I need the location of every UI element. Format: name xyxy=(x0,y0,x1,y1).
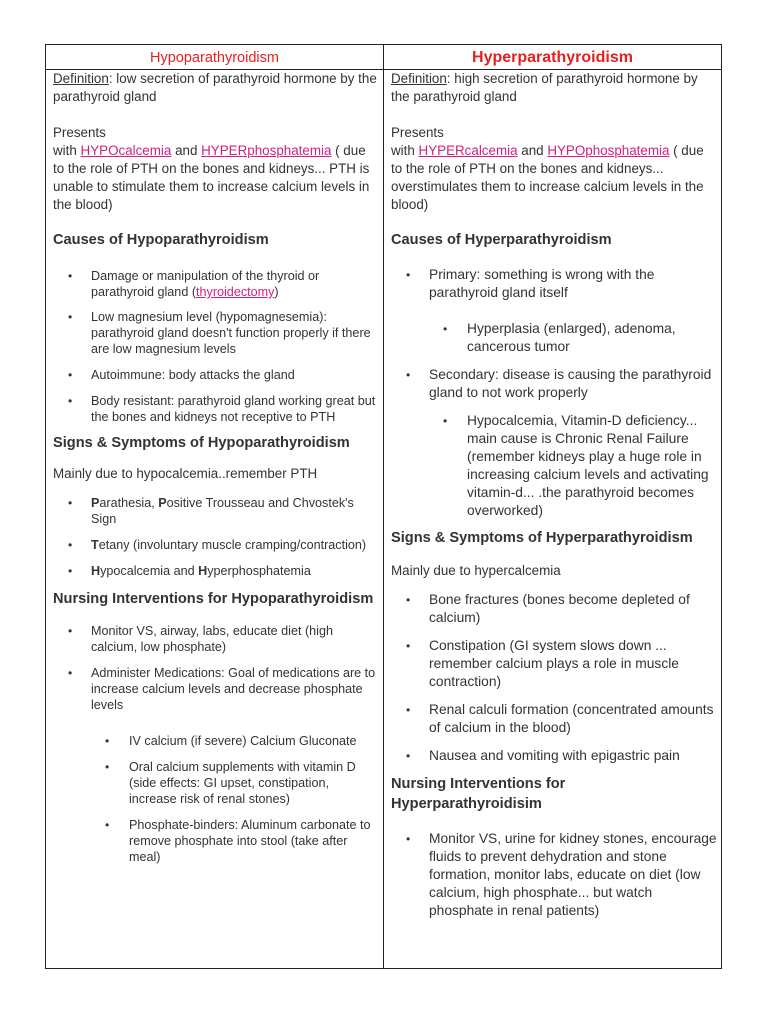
list-item: • Tetany (involuntary muscle cramping/contraction) xyxy=(53,537,379,553)
hyper-signs-intro: Mainly due to hypercalcemia xyxy=(391,563,561,578)
hyperphosphatemia-link[interactable]: HYPERphosphatemia xyxy=(201,143,332,158)
hypo-presents: with HYPOcalcemia and HYPERphosphatemia ( due to the role of PTH on the bones and kidneys... PTH is unable to stimulate them to increase calcium levels in the blood) xyxy=(53,143,370,212)
column-divider xyxy=(383,45,384,968)
list-item: • Administer Medications: Goal of medications are to increase calcium levels and decrease phosphate levels xyxy=(53,665,379,713)
list-item: • Phosphate-binders: Aluminum carbonate to remove phosphate into stool (take after meal) xyxy=(53,817,379,865)
hyper-secondary-list xyxy=(391,366,717,402)
hypo-medications-list xyxy=(53,733,379,865)
thyroidectomy-link[interactable]: thyroidectomy xyxy=(196,285,275,299)
hypo-nursing-list xyxy=(53,623,379,713)
hypo-presents-label: Presents xyxy=(53,125,106,140)
hyper-nursing-heading: Nursing Interventions for Hyperparathyroidisim xyxy=(391,776,566,812)
hyper-column xyxy=(391,69,717,920)
list-item: • Renal calculi formation (concentrated amounts of calcium in the blood) xyxy=(391,701,717,737)
hypo-signs-heading: Signs & Symptoms of Hypoparathyroidism xyxy=(53,435,350,451)
hypo-column-title: Hypoparathyroidism xyxy=(150,50,279,66)
hyper-nursing-list xyxy=(391,830,717,920)
list-item: • Parathesia, Positive Trousseau and Chvostek's Sign xyxy=(53,495,379,527)
hyper-causes-heading: Causes of Hyperparathyroidism xyxy=(391,232,612,248)
hyper-signs-list xyxy=(391,591,717,765)
list-item: • Hypocalcemia and Hyperphosphatemia xyxy=(53,563,379,579)
hypercalcemia-link[interactable]: HYPERcalcemia xyxy=(418,143,518,158)
hypo-definition: Definition: low secretion of parathyroid hormone by the parathyroid gland xyxy=(53,71,377,104)
hyper-definition: Definition: high secretion of parathyroid hormone by the parathyroid gland xyxy=(391,71,698,104)
hypo-signs-intro: Mainly due to hypocalcemia..remember PTH xyxy=(53,466,318,481)
hypo-signs-list xyxy=(53,495,379,579)
list-item: • Body resistant: parathyroid gland working great but the bones and kidneys not receptive to PTH xyxy=(53,393,379,425)
list-item: • Low magnesium level (hypomagnesemia): parathyroid gland doesn't function properly if there are low magnesium levels xyxy=(53,309,379,357)
list-item: • Primary: something is wrong with the parathyroid gland itself xyxy=(391,266,717,302)
list-item: • Monitor VS, urine for kidney stones, encourage fluids to prevent dehydration and stone formation, monitor labs, educate on diet (low calcium, high phosphate... but watch phosphate in renal patients) xyxy=(391,830,717,920)
list-item: • Hypocalcemia, Vitamin-D deficiency... main cause is Chronic Renal Failure (remember kidneys play a huge role in increasing calcium levels and activating vitamin-d... .the parathyroid becomes overworked) xyxy=(391,412,717,520)
hyper-causes-list xyxy=(391,266,717,302)
hypo-causes-list xyxy=(53,268,379,425)
list-item: • Hyperplasia (enlarged), adenoma, cancerous tumor xyxy=(391,320,717,356)
hypo-column xyxy=(53,69,379,865)
list-item: • Secondary: disease is causing the parathyroid gland to not work properly xyxy=(391,366,717,402)
hypo-causes-heading: Causes of Hypoparathyroidism xyxy=(53,232,269,248)
list-item: • Oral calcium supplements with vitamin D (side effects: GI upset, constipation, increase risk of renal stones) xyxy=(53,759,379,807)
hyper-secondary-sublist xyxy=(391,412,717,520)
list-item: • Damage or manipulation of the thyroid or parathyroid gland (thyroidectomy) xyxy=(53,268,379,300)
hypophosphatemia-link[interactable]: HYPOphosphatemia xyxy=(547,143,670,158)
hyper-presents: with HYPERcalcemia and HYPOphosphatemia ( due to the role of PTH on the bones and kidneys... overstimulates them to increase calcium levels in the blood) xyxy=(391,143,704,212)
hypocalcemia-link[interactable]: HYPOcalcemia xyxy=(80,143,172,158)
comparison-table xyxy=(45,44,722,969)
hypo-nursing-heading: Nursing Interventions for Hypoparathyroidism xyxy=(53,591,374,607)
definition-label: Definition xyxy=(53,71,109,86)
hyper-primary-sublist xyxy=(391,320,717,356)
hyper-presents-label: Presents xyxy=(391,125,444,140)
list-item: • Constipation (GI system slows down ... remember calcium plays a role in muscle contraction) xyxy=(391,637,717,691)
hyper-column-title: Hyperparathyroidism xyxy=(472,49,633,66)
list-item: • IV calcium (if severe) Calcium Gluconate xyxy=(53,733,379,749)
list-item: • Nausea and vomiting with epigastric pain xyxy=(391,747,717,765)
hyper-signs-heading: Signs & Symptoms of Hyperparathyroidism xyxy=(391,530,693,546)
list-item: • Monitor VS, airway, labs, educate diet (high calcium, low phosphate) xyxy=(53,623,379,655)
list-item: • Autoimmune: body attacks the gland xyxy=(53,367,379,383)
list-item: • Bone fractures (bones become depleted of calcium) xyxy=(391,591,717,627)
definition-label: Definition xyxy=(391,71,447,86)
